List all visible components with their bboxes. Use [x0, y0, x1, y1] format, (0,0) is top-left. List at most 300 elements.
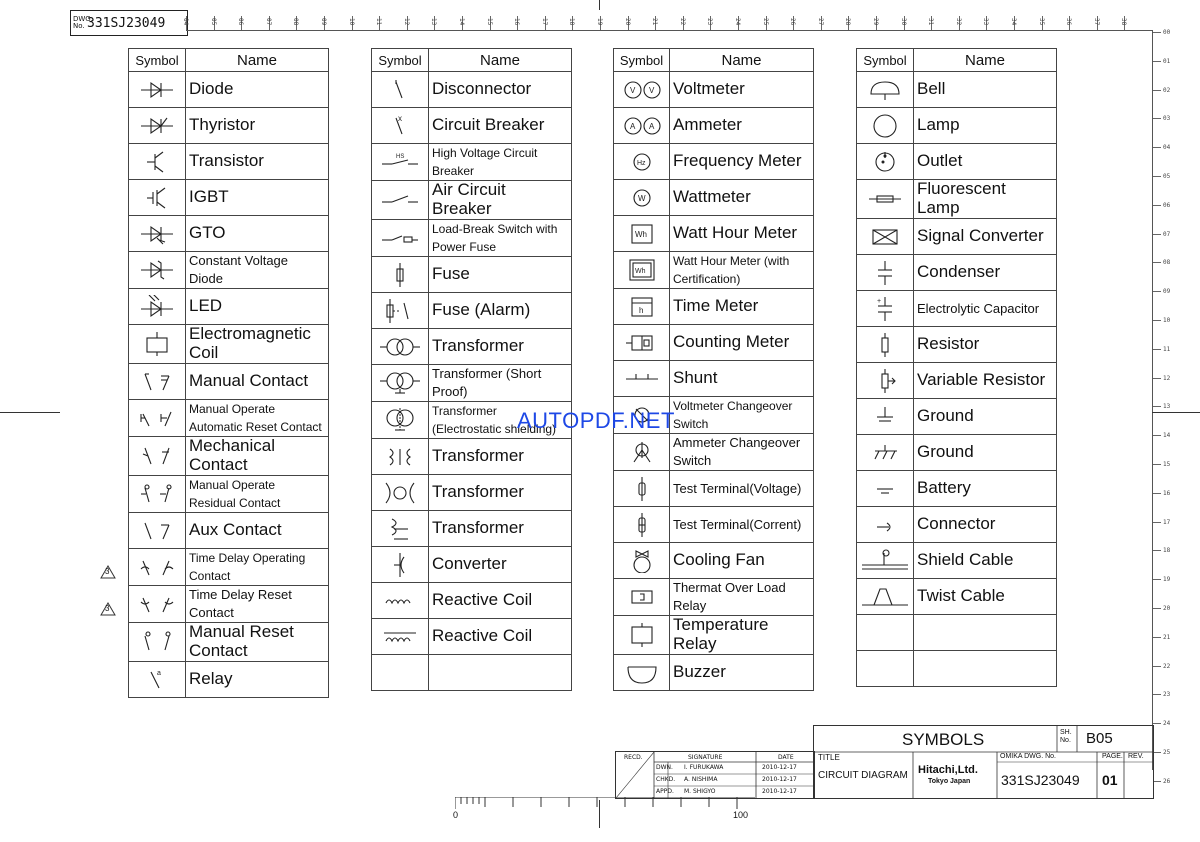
ruler-tick-label: 10: [347, 18, 355, 26]
electrolytic-capacitor-icon: [865, 297, 905, 321]
omika-number: 331SJ23049: [1001, 772, 1080, 788]
ruler-tick: [706, 16, 714, 30]
ruler-tick-label: 26: [789, 18, 797, 26]
symbol-name: Shield Cable: [917, 550, 1014, 569]
symbol-name: Transformer: [432, 446, 524, 465]
drawing-number: 331SJ23049: [87, 15, 166, 31]
name-cell: [914, 471, 1057, 507]
ruler-tick: [1153, 57, 1171, 65]
symbol-name: Time Meter: [673, 296, 759, 315]
connector-icon: [865, 513, 905, 537]
name-cell: [914, 579, 1057, 615]
counting-meter-icon: [622, 331, 662, 355]
name-cell: [429, 619, 572, 655]
symbol-name: Thermat Over Load Relay: [673, 580, 786, 613]
name-cell: [429, 293, 572, 329]
ruler-tick: [623, 16, 631, 30]
shunt-icon: [622, 367, 662, 391]
symbol-cell: [129, 623, 186, 662]
ruler-tick: [734, 16, 741, 30]
ruler-tick: [1120, 16, 1128, 30]
ruler-tick: [513, 16, 521, 30]
transformer-short-proof-icon: [380, 371, 420, 395]
symbol-header: Symbol: [614, 49, 670, 72]
gto-icon: [137, 222, 177, 246]
symbol-cell: [372, 619, 429, 655]
ruler-tick-label: 23: [706, 18, 714, 26]
name-cell: [914, 615, 1057, 651]
ruler-tick-label: 35: [1037, 18, 1045, 26]
time-meter-icon: [622, 295, 662, 319]
ruler-tick-label: 29: [872, 18, 879, 26]
symbol-name: Mechanical Contact: [189, 436, 275, 474]
revision-number: 3: [105, 567, 110, 576]
symbol-name: Diode: [189, 79, 234, 98]
symbol-cell: [372, 293, 429, 329]
transformer-icon: [380, 335, 420, 359]
symbol-cell: [129, 476, 186, 513]
symbol-name: Connector: [917, 514, 996, 533]
cooling-fan-icon: [622, 549, 662, 573]
title-value: CIRCUIT DIAGRAM: [818, 770, 908, 781]
symbol-name: Voltmeter: [673, 79, 745, 98]
symbol-cell: [129, 662, 186, 698]
ruler-tick-label: 22: [1163, 662, 1171, 670]
ruler-tick: [182, 16, 189, 30]
ruler-tick: [899, 16, 907, 30]
ruler-tick-label: 17: [1163, 518, 1171, 526]
symbol-cell: [129, 400, 186, 437]
ruler-tick: [1153, 173, 1171, 180]
svg-text:h: h: [638, 305, 643, 315]
name-cell: [186, 144, 329, 180]
symbol-row: [372, 475, 572, 511]
symbol-row: [857, 219, 1057, 255]
symbol-row: [614, 144, 814, 180]
ruler-tick: [1153, 317, 1171, 324]
name-cell: [186, 586, 329, 623]
symbol-row: [372, 220, 572, 257]
name-cell: [429, 72, 572, 108]
name-cell: [429, 108, 572, 144]
symbol-cell: [857, 471, 914, 507]
symbol-header: Symbol: [372, 49, 429, 72]
drawing-number-box: [70, 10, 188, 36]
svg-text:V: V: [629, 85, 635, 95]
symbol-name: Wattmeter: [673, 187, 751, 206]
circuit-breaker-icon: [380, 114, 420, 138]
omika-label: OMIKA DWG. No.: [1000, 753, 1057, 760]
symbol-name: Transistor: [189, 151, 264, 170]
name-cell: [914, 180, 1057, 219]
ruler-tick: [237, 16, 245, 30]
ruler-tick: [1153, 461, 1171, 468]
name-cell: [429, 329, 572, 365]
symbol-cell: [857, 255, 914, 291]
ammeter-switch-icon: [622, 440, 662, 464]
ruler-tick-label: 16: [1163, 489, 1171, 497]
symbol-cell: [372, 220, 429, 257]
name-cell: [670, 289, 814, 325]
ruler-tick-label: 03: [1163, 115, 1171, 123]
name-cell: [914, 72, 1057, 108]
symbol-row: [614, 579, 814, 616]
signature-name: I. FURUKAWA: [684, 764, 724, 771]
symbol-cell: [372, 655, 429, 691]
symbol-name: Test Terminal(Corrent): [673, 516, 802, 532]
name-cell: [186, 400, 329, 437]
name-header: Name: [186, 49, 329, 72]
revision-marker-1: [100, 565, 116, 582]
ruler-tick-label: 11: [375, 18, 383, 26]
drawing-number-label: DWG. No.: [73, 15, 93, 30]
symbol-cell: [129, 252, 186, 289]
symbol-row: [129, 586, 329, 623]
table-header-row: [857, 49, 1057, 72]
symbol-cell: [614, 655, 670, 691]
symbol-table-1: [128, 48, 329, 698]
led-icon: [137, 295, 177, 319]
symbol-cell: [857, 615, 914, 651]
signature-name: A. NISHIMA: [684, 776, 718, 783]
ruler-tick-label: 38: [1120, 18, 1128, 26]
name-cell: [186, 72, 329, 108]
symbol-row: [614, 543, 814, 579]
signal-converter-icon: [865, 225, 905, 249]
ruler-tick-label: 14: [1163, 432, 1171, 440]
ruler-tick: [1153, 374, 1171, 382]
symbol-row: [129, 108, 329, 144]
name-cell: [186, 252, 329, 289]
ruler-tick: [1153, 749, 1171, 756]
ruler-tick-label: 15: [485, 18, 493, 26]
name-cell: [186, 549, 329, 586]
sheet-title: SYMBOLS: [902, 730, 985, 749]
symbol-row: [857, 471, 1057, 507]
ruler-tick: [402, 16, 410, 30]
symbol-cell: [129, 325, 186, 364]
mechanical-contact-icon: [137, 444, 177, 468]
symbol-row: [614, 180, 814, 216]
recd-label: RECD.: [624, 754, 643, 761]
symbol-cell: [129, 216, 186, 252]
ruler-tick-label: 21: [651, 18, 659, 26]
symbol-cell: [857, 435, 914, 471]
ruler-tick-label: 06: [237, 18, 245, 26]
top-ruler: [182, 16, 1152, 31]
svg-text:V: V: [648, 85, 654, 95]
company-name: Hitachi,Ltd.: [918, 764, 978, 776]
signature-name: M. SHIGYO: [684, 788, 716, 795]
name-cell: [670, 507, 814, 543]
title-block: [813, 725, 1154, 799]
symbol-row: [372, 439, 572, 475]
symbol-row: [857, 108, 1057, 144]
symbol-row: [614, 72, 814, 108]
symbol-row: [857, 579, 1057, 615]
symbol-cell: [372, 257, 429, 293]
symbol-cell: [129, 180, 186, 216]
symbol-cell: [857, 579, 914, 615]
symbol-name: Ground: [917, 406, 974, 425]
manual-auto-reset-icon: [137, 406, 177, 430]
symbol-row: [372, 181, 572, 220]
ruler-tick: [927, 16, 935, 30]
ruler-tick: [982, 16, 990, 30]
symbol-cell: [614, 72, 670, 108]
name-cell: [914, 399, 1057, 435]
ruler-tick-label: 12: [402, 18, 410, 26]
name-cell: [186, 623, 329, 662]
svg-text:Hz: Hz: [636, 159, 646, 167]
ruler-tick: [789, 16, 797, 30]
ruler-tick-label: 21: [1163, 633, 1171, 641]
name-cell: [670, 144, 814, 180]
thyristor-icon: [137, 114, 177, 138]
name-cell: [914, 219, 1057, 255]
revision-marker-2: [100, 602, 116, 619]
symbol-row: [857, 291, 1057, 327]
svg-text:A: A: [648, 121, 654, 131]
symbol-cell: [614, 543, 670, 579]
converter-icon: [380, 553, 420, 577]
symbol-row: [857, 507, 1057, 543]
voltmeter-icon: [622, 78, 662, 102]
symbol-row: [129, 549, 329, 586]
name-cell: [186, 662, 329, 698]
symbol-row: [129, 513, 329, 549]
watt-hour-meter-icon: [622, 222, 662, 246]
svg-text:Wh: Wh: [634, 229, 647, 239]
ruler-tick-label: 01: [1163, 57, 1171, 65]
ruler-tick-label: 07: [264, 18, 272, 26]
name-cell: [914, 543, 1057, 579]
ruler-tick: [347, 16, 355, 30]
ruler-tick-label: 05: [1163, 173, 1171, 180]
ruler-tick-label: 08: [1163, 259, 1171, 267]
symbol-name: Aux Contact: [189, 520, 282, 539]
symbol-cell: [614, 361, 670, 397]
ruler-tick: [485, 16, 493, 30]
svg-text:W: W: [637, 193, 646, 203]
watt-hour-cert-icon: [622, 258, 662, 282]
ruler-tick-label: 37: [1092, 18, 1100, 26]
name-cell: [914, 435, 1057, 471]
svg-text:x: x: [398, 113, 402, 123]
reactive-coil-icon: [380, 589, 420, 613]
ruler-tick: [1153, 345, 1171, 353]
name-cell: [186, 289, 329, 325]
lamp-icon: [865, 114, 905, 138]
name-cell: [670, 397, 814, 434]
ruler-tick: [1153, 86, 1171, 94]
symbol-row: [614, 507, 814, 543]
symbol-cell: [372, 511, 429, 547]
symbol-row: [857, 72, 1057, 108]
time-delay-reset-icon: [137, 592, 177, 616]
symbol-row: [614, 616, 814, 655]
ruler-tick: [1010, 16, 1017, 30]
symbol-cell: [129, 144, 186, 180]
signature-role: DWN.: [656, 764, 673, 771]
symbol-cell: [129, 72, 186, 108]
ruler-tick: [1153, 777, 1171, 785]
name-cell: [670, 72, 814, 108]
ruler-tick-label: 22: [678, 18, 686, 26]
ground-icon: [865, 405, 905, 429]
name-cell: [429, 220, 572, 257]
ruler-tick: [1153, 489, 1171, 497]
symbol-row: [129, 289, 329, 325]
ruler-tick-label: 30: [899, 18, 907, 26]
symbol-row: [129, 476, 329, 513]
symbol-name: Disconnector: [432, 79, 532, 98]
symbol-row: [372, 293, 572, 329]
ruler-tick-label: 27: [816, 18, 824, 26]
symbol-cell: [614, 507, 670, 543]
name-cell: [429, 475, 572, 511]
symbol-cell: [857, 543, 914, 579]
load-break-switch-icon: [380, 226, 420, 250]
ruler-tick: [1153, 115, 1171, 123]
manual-reset-icon: [137, 630, 177, 654]
ruler-tick-label: 06: [1163, 201, 1171, 209]
name-cell: [670, 434, 814, 471]
symbol-row: [857, 180, 1057, 219]
ground-frame-icon: [865, 441, 905, 465]
transformer-shield-icon: [380, 408, 420, 432]
symbol-name: Manual Operate Automatic Reset Contact: [189, 402, 322, 434]
name-cell: [429, 655, 572, 691]
symbol-cell: [372, 72, 429, 108]
symbol-name: Constant Voltage Diode: [189, 253, 289, 286]
symbol-name: Watt Hour Meter: [673, 223, 798, 242]
symbol-row: [372, 72, 572, 108]
symbol-row: [129, 325, 329, 364]
symbol-cell: [857, 363, 914, 399]
name-cell: [186, 437, 329, 476]
scale-end: 100: [733, 810, 749, 820]
ruler-tick-label: 07: [1163, 230, 1171, 238]
ruler-tick-label: 15: [1163, 461, 1171, 468]
coil-icon: [137, 332, 177, 356]
symbol-name: Signal Converter: [917, 226, 1044, 245]
ruler-tick-label: 24: [1163, 720, 1171, 728]
manual-contact-icon: [137, 370, 177, 394]
ruler-tick-label: 25: [761, 18, 769, 26]
ruler-tick-label: 04: [182, 18, 189, 26]
symbol-name: LED: [189, 296, 223, 315]
transformer-3-icon: [380, 445, 420, 469]
ruler-tick-label: 36: [1065, 18, 1073, 26]
ruler-tick: [1153, 518, 1171, 526]
ruler-tick: [1153, 576, 1171, 584]
symbol-name: Circuit Breaker: [432, 115, 545, 134]
transformer-4-icon: [380, 481, 420, 505]
symbol-cell: [857, 327, 914, 363]
ruler-tick: [954, 16, 962, 30]
symbol-row: [129, 144, 329, 180]
hv-breaker-icon: [380, 150, 420, 174]
symbol-name: Electromagnetic Coil: [189, 324, 311, 362]
name-cell: [914, 108, 1057, 144]
ruler-tick: [292, 16, 300, 30]
manual-residual-icon: [137, 482, 177, 506]
center-mark-left: [0, 412, 60, 413]
symbol-table-4: [856, 48, 1057, 687]
name-cell: [670, 361, 814, 397]
ruler-tick: [816, 16, 824, 30]
relay-icon: [137, 668, 177, 692]
symbol-cell: [614, 325, 670, 361]
center-mark-top: [599, 0, 600, 10]
symbol-cell: [857, 291, 914, 327]
symbol-cell: [857, 108, 914, 144]
symbol-cell: [372, 547, 429, 583]
diode-icon: [137, 78, 177, 102]
symbol-table-3: [613, 48, 814, 691]
symbol-cell: [372, 583, 429, 619]
symbol-row: [372, 144, 572, 181]
name-cell: [186, 108, 329, 144]
symbol-name: Manual Contact: [189, 371, 309, 390]
ruler-tick-label: 31: [927, 18, 935, 26]
symbol-name: Fuse: [432, 264, 470, 283]
name-cell: [429, 583, 572, 619]
symbol-row: [372, 547, 572, 583]
symbol-cell: [372, 144, 429, 181]
symbol-cell: [129, 289, 186, 325]
condenser-icon: [865, 261, 905, 285]
name-cell: [186, 216, 329, 252]
symbol-name: Ammeter Changeover Switch: [673, 435, 801, 468]
title-label: TITLE: [818, 753, 840, 762]
symbol-row: [857, 651, 1057, 687]
ruler-tick: [1153, 201, 1171, 209]
ruler-tick: [1153, 547, 1171, 555]
variable-resistor-icon: [865, 369, 905, 393]
ruler-tick: [1153, 720, 1171, 728]
scale-start: 0: [453, 810, 459, 820]
name-header: Name: [429, 49, 572, 72]
air-breaker-icon: [380, 188, 420, 212]
name-cell: [429, 181, 572, 220]
fuse-icon: [380, 263, 420, 287]
outlet-icon: [865, 150, 905, 174]
symbol-row: [614, 252, 814, 289]
shield-cable-icon: [860, 549, 910, 573]
ruler-tick: [375, 16, 383, 30]
ruler-tick: [1153, 230, 1171, 238]
name-cell: [914, 327, 1057, 363]
symbol-name: Twist Cable: [917, 586, 1005, 605]
scale-bar: [455, 797, 755, 821]
page-number: 01: [1102, 772, 1118, 788]
symbol-name: GTO: [189, 223, 226, 242]
symbol-cell: [372, 329, 429, 365]
ruler-tick: [596, 16, 603, 30]
symbol-cell: [857, 144, 914, 180]
center-mark-right: [1152, 412, 1200, 413]
symbol-row: [857, 255, 1057, 291]
ruler-tick-label: 18: [1163, 547, 1171, 555]
ruler-tick: [1153, 691, 1171, 699]
ruler-tick-label: 10: [1163, 317, 1171, 324]
ruler-tick-label: 17: [540, 18, 548, 26]
ruler-tick: [1153, 633, 1171, 641]
ruler-tick: [1153, 662, 1171, 670]
ruler-tick-label: 09: [320, 18, 327, 26]
